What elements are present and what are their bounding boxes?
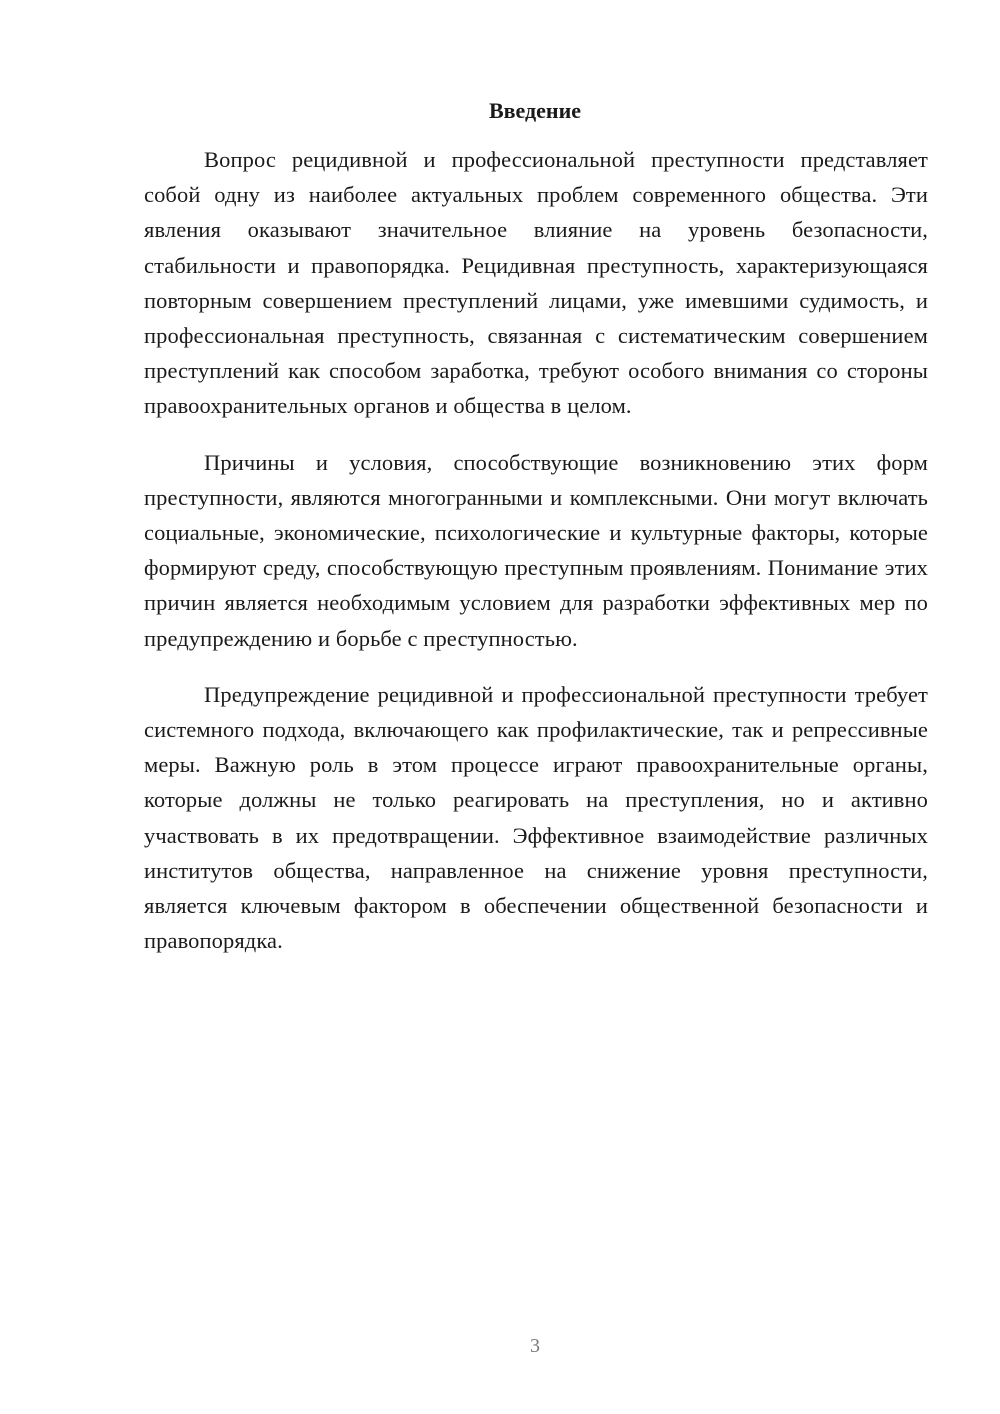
- body-text: [144, 142, 928, 958]
- paragraph-3: Предупреждение рецидивной и профессиональной преступности требует системного подхода, включающего как профилактические, так и репрессивные меры. Важную роль в этом процессе играют правоохранительные органы, которые должны не только реагировать на преступления, но и активно участвовать в их предотвращении. Эффективное взаимодействие различных институтов общества, направленное на снижение уровня преступности, является ключевым фактором в обеспечении общественной безопасности и правопорядка.: [144, 681, 928, 954]
- paragraph-2: Причины и условия, способствующие возникновению этих форм преступности, являются многогранными и комплексными. Они могут включать социальные, экономические, психологические и культурные факторы, которые формируют среду, способствующую преступным проявлениям. Понимание этих причин является необходимым условием для разработки эффективных мер по предупреждению и борьбе с преступностью.: [144, 449, 928, 651]
- page-title: Введение: [488, 98, 582, 123]
- page-number: 3: [530, 1335, 540, 1357]
- paragraph-1: Вопрос рецидивной и профессиональной преступности представляет собой одну из наиболее актуальных проблем современного общества. Эти явления оказывают значительное влияние на уровень безопасности, стабильности и правопорядка. Рецидивная преступность, характеризующаяся повторным совершением преступлений лицами, уже имевшими судимость, и профессиональная преступность, связанная с систематическим совершением преступлений как способом заработка, требуют особого внимания со стороны правоохранительных органов и общества в целом.: [144, 147, 928, 419]
